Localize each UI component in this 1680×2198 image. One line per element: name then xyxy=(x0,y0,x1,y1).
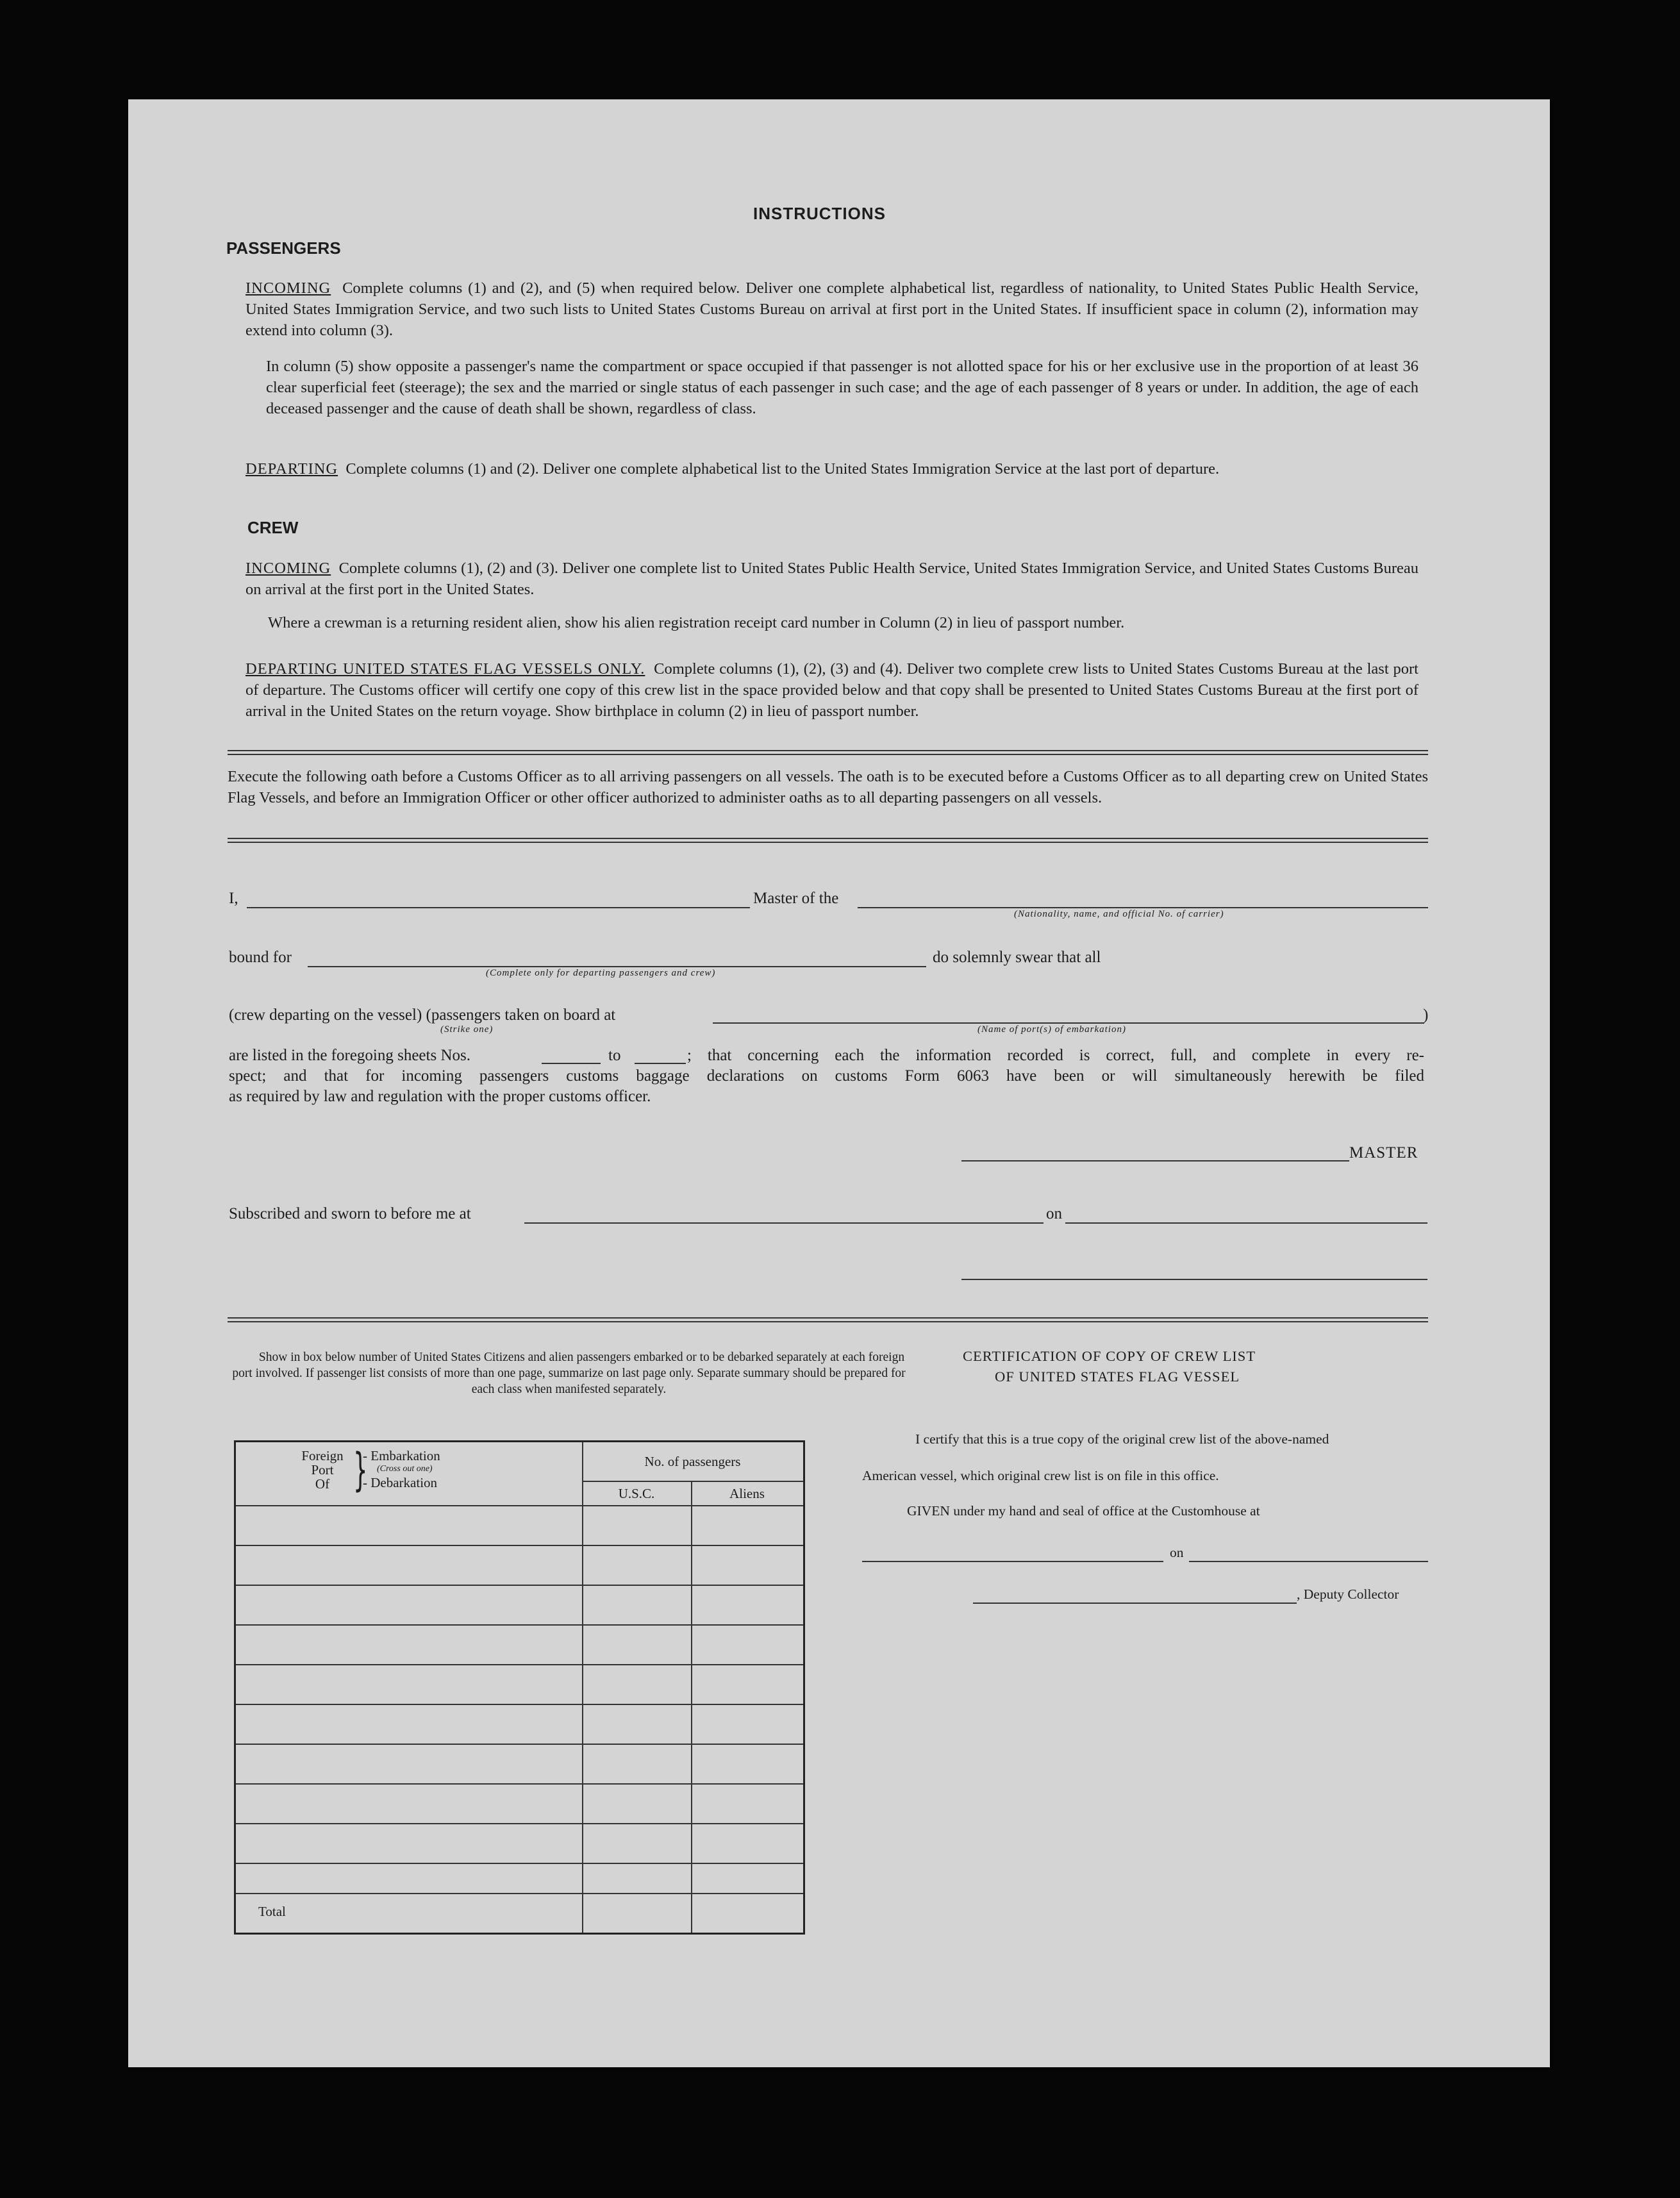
subscribed-label: Subscribed and sworn to before me at xyxy=(229,1205,471,1222)
embarkation-option[interactable]: - Embarkation xyxy=(363,1448,440,1463)
deputy-collector-label: , Deputy Collector xyxy=(1297,1586,1399,1602)
table-row-line xyxy=(236,1744,803,1745)
table-row-line xyxy=(236,1664,803,1665)
aliens-header: Aliens xyxy=(729,1486,765,1501)
brace-icon: } xyxy=(353,1444,368,1496)
foreign-label: Foreign xyxy=(301,1448,344,1463)
divider xyxy=(228,838,1428,843)
master-name-line[interactable] xyxy=(247,907,750,908)
crew-departing-paragraph xyxy=(245,658,1418,722)
table-row-line xyxy=(236,1545,803,1546)
form-page xyxy=(128,99,1550,2067)
master-of-label: Master of the xyxy=(753,890,839,907)
passengers-incoming-label: INCOMING xyxy=(245,279,331,297)
column-divider xyxy=(691,1481,692,1933)
usc-header: U.S.C. xyxy=(618,1486,655,1501)
sworn-place-line[interactable] xyxy=(524,1222,1044,1224)
listed-to: to xyxy=(608,1047,621,1064)
divider xyxy=(228,1317,1428,1322)
debarkation-option[interactable]: - Debarkation xyxy=(363,1475,438,1490)
listed-text-line3: as required by law and regulation with the proper customs officer. xyxy=(229,1088,651,1105)
close-paren: ) xyxy=(1423,1006,1429,1024)
certification-line1: I certify that this is a true copy of the original crew list of the above-named xyxy=(915,1431,1329,1447)
sheet-from-line[interactable] xyxy=(542,1063,601,1064)
certification-on-label: on xyxy=(1170,1545,1184,1560)
certification-heading-line1: CERTIFICATION OF COPY OF CREW LIST xyxy=(963,1348,1256,1364)
crew-passengers-text: (crew departing on the vessel) (passengers taken on board at xyxy=(229,1006,616,1024)
table-row-line xyxy=(236,1783,803,1785)
certification-line2: American vessel, which original crew list is on file in this office. xyxy=(862,1468,1219,1483)
certification-heading-line2: OF UNITED STATES FLAG VESSEL xyxy=(995,1369,1240,1385)
listed-text-b: ; that concerning each the information recorded is correct, full, and complete in every re- xyxy=(687,1047,1424,1064)
no-passengers-header: No. of passengers xyxy=(644,1454,741,1469)
sworn-date-line[interactable] xyxy=(1065,1222,1427,1224)
table-row-line xyxy=(236,1624,803,1626)
passengers-incoming-text: Complete columns (1) and (2), and (5) when required below. Deliver one complete alphabetical list, regardless of nationality, to United States Public Health Service, United States Immigration Service, and two such lists to United States Customs Bureau on arrival at first port in the United States. If insufficient space in column (2), information may extend into column (3). xyxy=(245,279,1419,339)
header-divider xyxy=(582,1481,803,1482)
table-row-line xyxy=(236,1823,803,1824)
foreign-port-of-label xyxy=(300,1449,345,1491)
crew-incoming-text: Complete columns (1), (2) and (3). Deliver one complete list to United States Public Health Service, United States Immigration Service, and United States Customs Bureau on arrival at the first port in the United States. xyxy=(245,560,1418,598)
crew-departing-text: Complete columns (1), (2), (3) and (4). Deliver two complete crew lists to United States Customs Bureau at the last port of departure. The Customs officer will certify one copy of this crew list in the space provided below and that copy shall be presented to United States Customs Bureau at the first port of arrival in the United States on the return voyage. Show birthplace in column (2) in lieu of passport number. xyxy=(245,660,1418,720)
swear-text: do solemnly swear that all xyxy=(933,949,1101,966)
of-label: Of xyxy=(315,1476,330,1492)
sheet-to-line[interactable] xyxy=(635,1063,686,1064)
passengers-column5-paragraph: In column (5) show opposite a passenger's name the compartment or space occupied if that passenger is not allotted space for his or her exclusive use in the proportion of at least 36 clear superficial feet (steerage); the sex and the married or single status of each passenger in such case; and the age of each passenger of 8 years or under. In addition, the age of each deceased passenger and the cause of death shall be shown, regardless of class. xyxy=(266,358,1418,417)
passengers-departing-label: DEPARTING xyxy=(245,460,338,478)
crew-heading: CREW xyxy=(247,518,299,537)
embarkation-port-line[interactable] xyxy=(713,1022,1424,1024)
certification-line3: GIVEN under my hand and seal of office at the Customhouse at xyxy=(907,1503,1260,1519)
sworn-on-label: on xyxy=(1046,1205,1062,1222)
table-row-line xyxy=(236,1893,803,1894)
listed-text-line2: spect; and that for incoming passengers customs baggage declarations on customs Form 6063 have been or will simultaneously herewith be filed xyxy=(229,1067,1424,1085)
embarkation-note: (Name of port(s) of embarkation) xyxy=(977,1024,1126,1035)
officer-signature-line[interactable] xyxy=(961,1279,1427,1280)
port-label: Port xyxy=(311,1462,334,1478)
passengers-departing-text: Complete columns (1) and (2). Deliver one complete alphabetical list to the United States Immigration Service at the last port of departure. xyxy=(345,460,1220,478)
crew-resident-paragraph: Where a crewman is a returning resident alien, show his alien registration receipt card number in Column (2) in lieu of passport number. xyxy=(268,614,1125,631)
passengers-departing-paragraph xyxy=(245,458,1418,479)
table-row-line xyxy=(236,1585,803,1586)
page-title: INSTRUCTIONS xyxy=(753,204,886,223)
oath-i-label: I, xyxy=(229,890,238,907)
passengers-incoming-paragraph xyxy=(245,278,1418,341)
crew-incoming-label: INCOMING xyxy=(245,560,331,577)
passengers-heading: PASSENGERS xyxy=(226,238,341,258)
embarkation-options xyxy=(363,1449,440,1490)
column-divider xyxy=(582,1442,583,1933)
master-label: MASTER xyxy=(1349,1144,1418,1161)
master-signature-line[interactable] xyxy=(961,1160,1349,1161)
cross-out-note: (Cross out one) xyxy=(377,1464,433,1474)
bound-for-line[interactable] xyxy=(308,966,926,967)
crew-incoming-paragraph xyxy=(245,558,1418,600)
divider xyxy=(228,750,1428,755)
listed-text-a: are listed in the foregoing sheets Nos. xyxy=(229,1047,470,1064)
table-row-line xyxy=(236,1704,803,1705)
crew-departing-label: DEPARTING UNITED STATES FLAG VESSELS ONLY. xyxy=(245,660,645,678)
deputy-signature-line[interactable] xyxy=(973,1603,1297,1604)
bound-for-label: bound for xyxy=(229,949,292,966)
customhouse-line[interactable] xyxy=(862,1561,1163,1562)
carrier-note: (Nationality, name, and official No. of carrier) xyxy=(1014,909,1224,919)
header-bottom-line xyxy=(236,1505,803,1506)
table-row-line xyxy=(236,1863,803,1864)
passenger-summary-table xyxy=(234,1440,805,1935)
certification-date-line[interactable] xyxy=(1189,1561,1428,1562)
strike-one-note: (Strike one) xyxy=(440,1024,494,1035)
carrier-line[interactable] xyxy=(858,907,1428,908)
oath-instructions: Execute the following oath before a Customs Officer as to all arriving passengers on all vessels. The oath is to be executed before a Customs Officer as to all departing crew on United States Flag Vessels, and before an Immigration Officer or other officer authorized to administer oaths as to all departing passengers on all vessels. xyxy=(228,768,1428,806)
summary-instructions: Show in box below number of United States Citizens and alien passengers embarked or to be debarked separately at each foreign port involved. If passenger list consists of more than one page, summarize on last page only. Separate summary should be prepared for each class when manifested separately. xyxy=(232,1351,906,1396)
total-label: Total xyxy=(258,1904,286,1919)
bound-for-note: (Complete only for departing passengers and crew) xyxy=(486,968,716,978)
